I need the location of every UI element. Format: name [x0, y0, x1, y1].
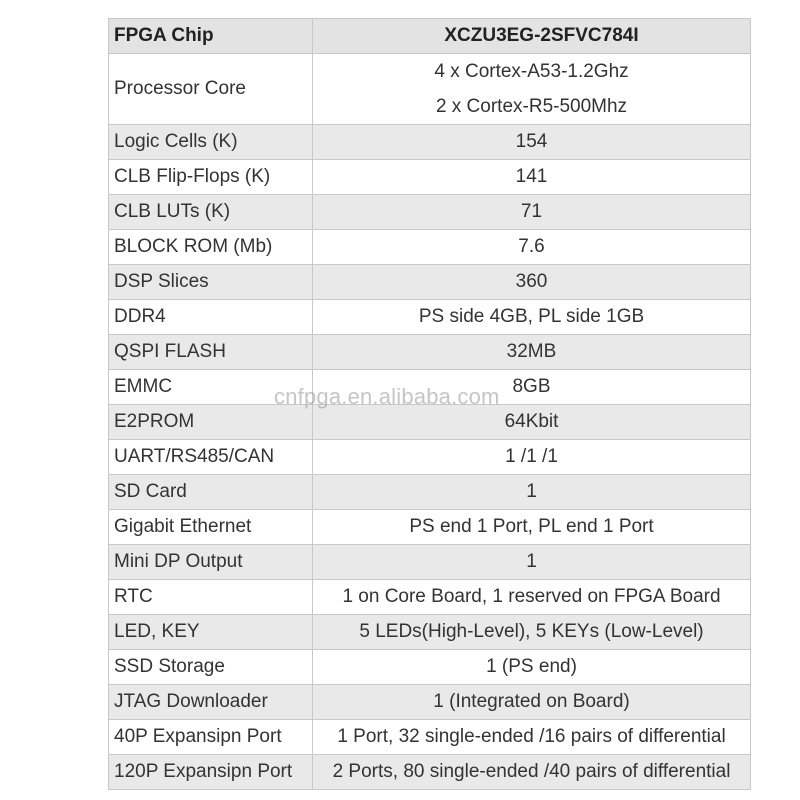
row-value: 1 Port, 32 single-ended /16 pairs of differential — [313, 720, 751, 755]
row-label: LED, KEY — [109, 615, 313, 650]
row-value: 5 LEDs(High-Level), 5 KEYs (Low-Level) — [313, 615, 751, 650]
row-label: CLB Flip-Flops (K) — [109, 160, 313, 195]
table-row — [109, 335, 751, 370]
table-row — [109, 615, 751, 650]
row-label: EMMC — [109, 370, 313, 405]
table-row — [109, 370, 751, 405]
row-value: 141 — [313, 160, 751, 195]
table-row — [109, 440, 751, 475]
table-row — [109, 650, 751, 685]
row-value: 32MB — [313, 335, 751, 370]
table-row — [109, 755, 751, 790]
row-label: SSD Storage — [109, 650, 313, 685]
table-header-row — [109, 19, 751, 54]
row-label: Mini DP Output — [109, 545, 313, 580]
table-row — [109, 195, 751, 230]
row-value: 154 — [313, 125, 751, 160]
row-label: Processor Core — [109, 54, 313, 125]
table-row — [109, 230, 751, 265]
row-value: 360 — [313, 265, 751, 300]
table-row — [109, 580, 751, 615]
row-label: BLOCK ROM (Mb) — [109, 230, 313, 265]
row-label: DSP Slices — [109, 265, 313, 300]
row-label: DDR4 — [109, 300, 313, 335]
row-value: 1 /1 /1 — [313, 440, 751, 475]
table-row — [109, 265, 751, 300]
row-value: PS side 4GB, PL side 1GB — [313, 300, 751, 335]
row-label: JTAG Downloader — [109, 685, 313, 720]
row-value: PS end 1 Port, PL end 1 Port — [313, 510, 751, 545]
row-label: SD Card — [109, 475, 313, 510]
row-value: 1 (PS end) — [313, 650, 751, 685]
row-label: UART/RS485/CAN — [109, 440, 313, 475]
row-label: CLB LUTs (K) — [109, 195, 313, 230]
row-label: Gigabit Ethernet — [109, 510, 313, 545]
watermark: cnfpga.en.alibaba.com — [274, 384, 500, 409]
row-value: 71 — [313, 195, 751, 230]
processor-line-1: 4 x Cortex-A53-1.2Ghz — [434, 61, 629, 82]
table-row — [109, 405, 751, 440]
processor-line-2: 2 x Cortex-R5-500Mhz — [435, 96, 628, 117]
row-value: 1 — [313, 475, 751, 510]
table-row — [109, 300, 751, 335]
row-value: 1 (Integrated on Board) — [313, 685, 751, 720]
row-label: Logic Cells (K) — [109, 125, 313, 160]
row-value: 64Kbit — [313, 405, 751, 440]
row-label: RTC — [109, 580, 313, 615]
row-value: 1 on Core Board, 1 reserved on FPGA Board — [313, 580, 751, 615]
row-value: 8GB — [313, 370, 751, 405]
row-value: 1 — [313, 545, 751, 580]
table-row-processor-core — [109, 54, 751, 125]
row-label: QSPI FLASH — [109, 335, 313, 370]
row-value: 7.6 — [313, 230, 751, 265]
table-row — [109, 475, 751, 510]
row-value: 2 Ports, 80 single-ended /40 pairs of differential — [313, 755, 751, 790]
header-value: XCZU3EG-2SFVC784I — [313, 19, 751, 54]
table-row — [109, 545, 751, 580]
row-label: 120P Expansipn Port — [109, 755, 313, 790]
row-value — [313, 54, 751, 125]
table-row — [109, 160, 751, 195]
table-row — [109, 125, 751, 160]
header-label: FPGA Chip — [109, 19, 313, 54]
table-row — [109, 720, 751, 755]
spec-table — [108, 18, 751, 790]
table-row — [109, 510, 751, 545]
row-label: 40P Expansipn Port — [109, 720, 313, 755]
table-row — [109, 685, 751, 720]
row-label: E2PROM — [109, 405, 313, 440]
